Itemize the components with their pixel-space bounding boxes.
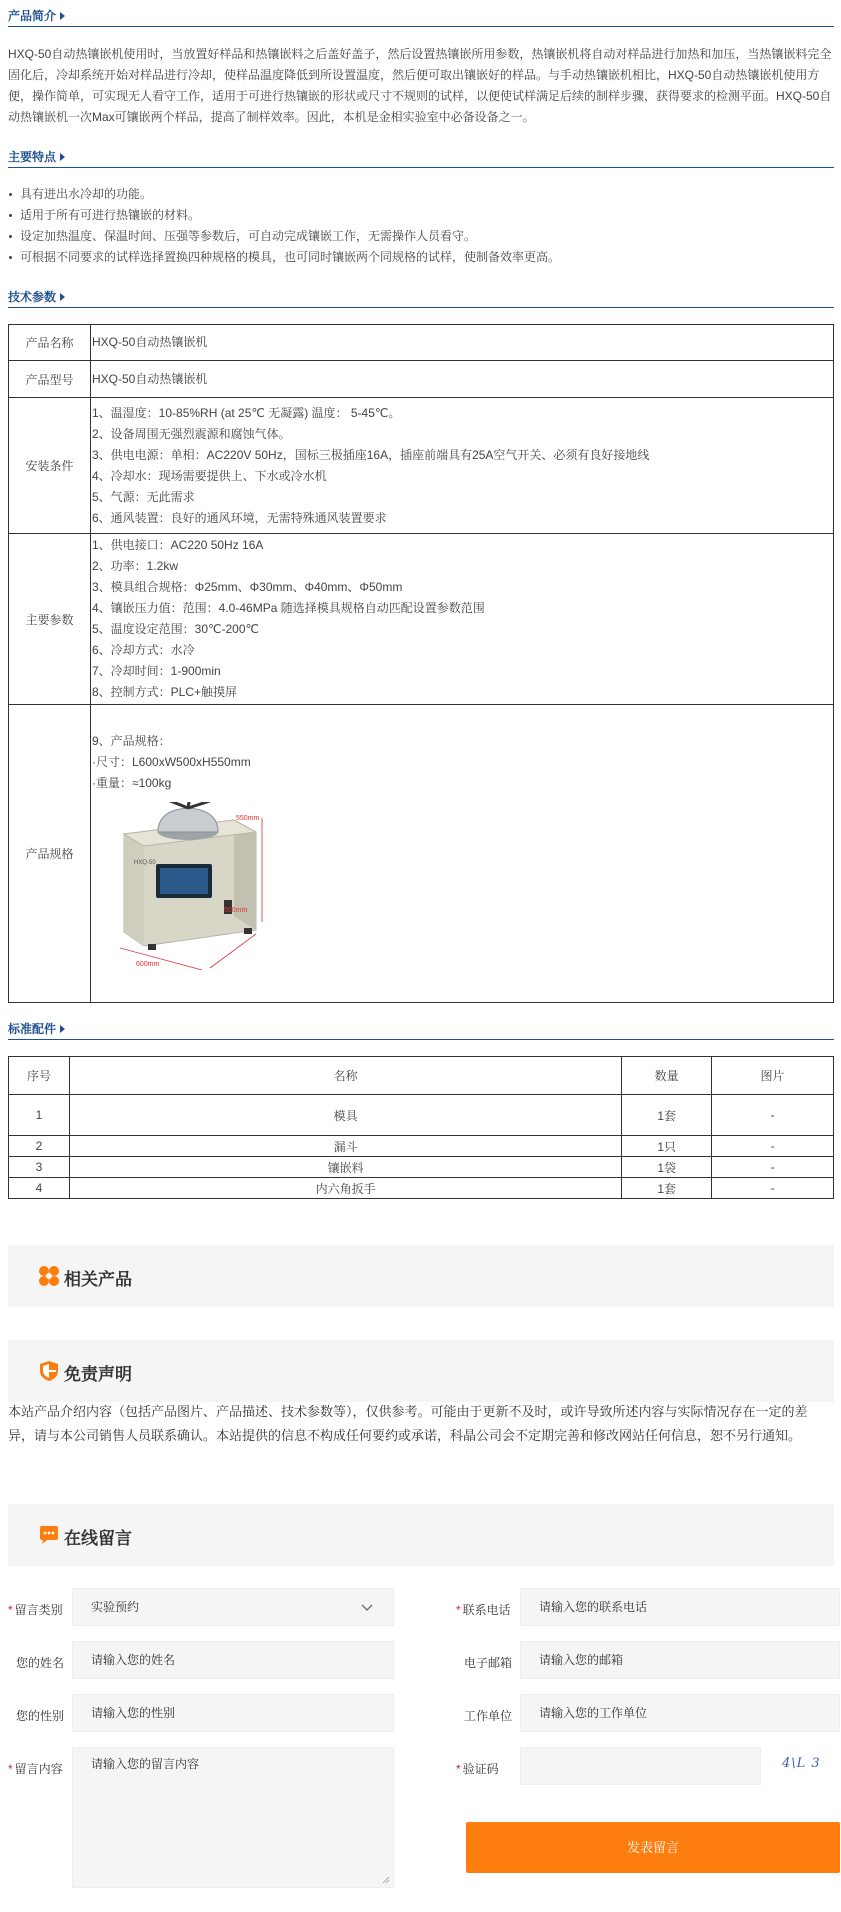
spec-line: 6、冷却方式：水冷 <box>92 643 195 657</box>
gender-input[interactable]: 请输入您的性别 <box>72 1694 394 1732</box>
section-intro-title: 产品简介 <box>8 7 65 24</box>
captcha-label: * 验证码 <box>456 1762 499 1776</box>
spec-key: 安装条件 <box>9 398 91 534</box>
required-mark: * <box>456 1603 461 1617</box>
feature-item: 设定加热温度、保温时间、压强等参数后，可自动完成镶嵌工作，无需操作人员看守。 <box>8 226 834 247</box>
content-textarea[interactable] <box>72 1747 394 1888</box>
spec-line: 2、设备周围无强烈震源和腐蚀气体。 <box>92 426 291 441</box>
submit-button[interactable]: 发表留言 <box>466 1822 840 1873</box>
table-row <box>9 1157 834 1178</box>
section-specs-header <box>8 287 834 308</box>
message-title: 在线留言 <box>64 1529 132 1548</box>
required-mark: * <box>456 1762 461 1776</box>
product-image <box>106 802 291 972</box>
disclaimer-text <box>8 1400 834 1448</box>
intro-line: HXQ-50自动热镶嵌机使用时，当放置好样品和热镶嵌料之后盖好盖子，然后设置热镶嵌所用参数，热镶嵌机将自动对样品进行加热和加压，当热镶嵌料完全 <box>8 47 832 61</box>
spec-line: 1、温湿度：10-85%RH (at 25℃ 无凝露) 温度： 5-45℃。 <box>92 405 401 420</box>
feature-item: 适用于所有可进行热镶嵌的材料。 <box>8 205 834 226</box>
col-header: 序号 <box>9 1057 70 1095</box>
spec-line: ·尺寸：L600xW500xH550mm <box>92 755 251 769</box>
disclaimer-title: 免责声明 <box>64 1365 132 1384</box>
chat-bubble-icon <box>38 1524 60 1546</box>
triangle-icon <box>60 12 65 20</box>
table-cell: - <box>712 1157 834 1178</box>
spec-line: 3、模具组合规格：Φ25mm、Φ30mm、Φ40mm、Φ50mm <box>92 580 403 594</box>
spec-table <box>8 324 834 1003</box>
table-row <box>9 1095 834 1136</box>
spec-value <box>91 705 834 1003</box>
company-label: 工作单位 <box>464 1709 513 1723</box>
table-cell: 4 <box>9 1178 70 1199</box>
spec-line: 6、通风装置：良好的通风环境，无需特殊通风装置要求 <box>92 510 387 525</box>
disclaimer-line: 本站产品介绍内容（包括产品图片、产品描述、技术参数等），仅供参考。可能由于更新不及时，或许导致所述内容与实际情况存在一定的差 <box>8 1404 808 1419</box>
intro-line: 便，操作简单，可实现无人看守工作，适用于可进行热镶嵌的形状或尺寸不规则的试样，以便使试样满足后续的制样步骤，获得要求的检测平面。HXQ-50自 <box>8 89 832 103</box>
captcha-input[interactable] <box>520 1747 761 1785</box>
spec-line: 4、镶嵌压力值：范围：4.0-46MPa 随选择模具规格自动匹配设置参数范围 <box>92 601 485 615</box>
table-cell: 3 <box>9 1157 70 1178</box>
table-cell: 模具 <box>69 1095 621 1136</box>
spec-line: 4、冷却水：现场需要提供上、下水或冷水机 <box>92 468 327 483</box>
phone-input[interactable]: 请输入您的联系电话 <box>520 1588 840 1626</box>
dim-depth-label: 500mm <box>224 907 248 914</box>
spec-line: ·重量：≈100kg <box>92 776 172 790</box>
resize-handle-icon[interactable] <box>382 1876 390 1884</box>
spec-line: 5、温度设定范围：30℃-200℃ <box>92 622 259 636</box>
spec-row-size <box>9 705 834 1003</box>
section-intro-header <box>8 6 834 27</box>
intro-line: 固化后，冷却系统开始对样品进行冷却，使样品温度降低到所设置温度，然后便可取出镶嵌好的样品。与手动热镶嵌机相比，HXQ-50自动热镶嵌机使用方 <box>8 68 820 82</box>
col-header: 数量 <box>622 1057 712 1095</box>
spec-value <box>91 398 834 534</box>
intro-text <box>8 44 838 128</box>
spec-row-install <box>9 398 834 534</box>
spec-line: 1、供电接口：AC220 50Hz 16A <box>92 538 264 552</box>
col-header: 图片 <box>712 1057 834 1095</box>
spec-row-name <box>9 325 834 361</box>
section-features-title: 主要特点 <box>8 148 65 165</box>
features-list <box>8 184 834 268</box>
table-cell: 1套 <box>622 1178 712 1199</box>
content-placeholder: 请输入您的留言内容 <box>91 1757 200 1771</box>
col-header: 名称 <box>69 1057 621 1095</box>
content-label: * 留言内容 <box>8 1762 63 1776</box>
triangle-icon <box>60 1025 65 1033</box>
spec-key: 产品规格 <box>9 705 91 1003</box>
disclaimer-line: 异，请与本公司销售人员联系确认。本站提供的信息不构成任何要约或承诺，科晶公司会不定期完善和修改网站任何信息，恕不另行通知。 <box>8 1428 802 1443</box>
type-select[interactable] <box>72 1588 394 1626</box>
section-features-header <box>8 147 834 168</box>
triangle-icon <box>60 153 65 161</box>
table-cell: 镶嵌料 <box>69 1157 621 1178</box>
phone-label: * 联系电话 <box>456 1603 511 1617</box>
dim-height-label: 550mm <box>236 815 260 822</box>
spec-line: 3、供电电源：单相：AC220V 50Hz，国标三极插座16A，插座前端具有25A空气开关、必须有良好接地线 <box>92 447 650 462</box>
required-mark: * <box>8 1603 13 1617</box>
section-specs-title: 技术参数 <box>8 288 65 305</box>
company-input[interactable]: 请输入您的工作单位 <box>520 1694 840 1732</box>
chevron-down-icon <box>361 1604 373 1612</box>
disclaimer-band <box>8 1340 834 1402</box>
spec-line: 8、控制方式：PLC+触摸屏 <box>92 685 238 699</box>
spec-key: 主要参数 <box>9 534 91 705</box>
accessories-header-row <box>9 1057 834 1095</box>
table-cell: - <box>712 1095 834 1136</box>
grid-flower-icon <box>38 1265 60 1287</box>
table-cell: 1 <box>9 1095 70 1136</box>
spec-key: 产品名称 <box>9 325 91 361</box>
dim-width-label: 600mm <box>136 961 160 968</box>
triangle-icon <box>60 293 65 301</box>
spec-row-model <box>9 361 834 398</box>
name-input[interactable]: 请输入您的姓名 <box>72 1641 394 1679</box>
table-row <box>9 1178 834 1199</box>
spec-value: HXQ-50自动热镶嵌机 <box>91 361 834 398</box>
table-cell: 1套 <box>622 1095 712 1136</box>
feature-item: 具有进出水冷却的功能。 <box>8 184 834 205</box>
table-cell: - <box>712 1136 834 1157</box>
gender-label: 您的性别 <box>16 1709 65 1723</box>
spec-line: 7、冷却时间：1-900min <box>92 664 221 678</box>
spec-line: 2、功率：1.2kw <box>92 559 179 573</box>
section-accessories-header <box>8 1019 834 1040</box>
spec-value: HXQ-50自动热镶嵌机 <box>91 325 834 361</box>
captcha-image[interactable]: 4\L 3 <box>782 1756 821 1771</box>
name-label: 您的姓名 <box>16 1656 65 1670</box>
table-cell: 2 <box>9 1136 70 1157</box>
panel-label: HXQ-50 <box>134 860 156 866</box>
required-mark: * <box>8 1762 13 1776</box>
type-label: * 留言类别 <box>8 1603 63 1617</box>
spec-key: 产品型号 <box>9 361 91 398</box>
type-select-value: 实验预约 <box>91 1600 140 1614</box>
spec-row-main <box>9 534 834 705</box>
feature-item: 可根据不同要求的试样选择置换四种规格的模具，也可同时镶嵌两个同规格的试样，使制备效率更高。 <box>8 247 834 268</box>
message-band <box>8 1504 834 1566</box>
spec-value <box>91 534 834 705</box>
shield-icon <box>38 1360 60 1382</box>
table-cell: 1只 <box>622 1136 712 1157</box>
table-cell: 漏斗 <box>69 1136 621 1157</box>
email-input[interactable]: 请输入您的邮箱 <box>520 1641 840 1679</box>
table-cell: - <box>712 1178 834 1199</box>
table-row <box>9 1136 834 1157</box>
intro-line: 动热镶嵌机一次Max可镶嵌两个样品，提高了制样效率。因此，本机是金相实验室中必备设备之一。 <box>8 110 535 124</box>
section-accessories-title: 标准配件 <box>8 1020 65 1037</box>
table-cell: 1袋 <box>622 1157 712 1178</box>
accessories-table <box>8 1056 834 1199</box>
email-label: 电子邮箱 <box>464 1656 513 1670</box>
related-products-title: 相关产品 <box>64 1270 132 1289</box>
related-products-band <box>8 1245 834 1307</box>
spec-line: 5、气源：无此需求 <box>92 489 195 504</box>
table-cell: 内六角扳手 <box>69 1178 621 1199</box>
spec-line: 9、产品规格： <box>92 734 171 748</box>
